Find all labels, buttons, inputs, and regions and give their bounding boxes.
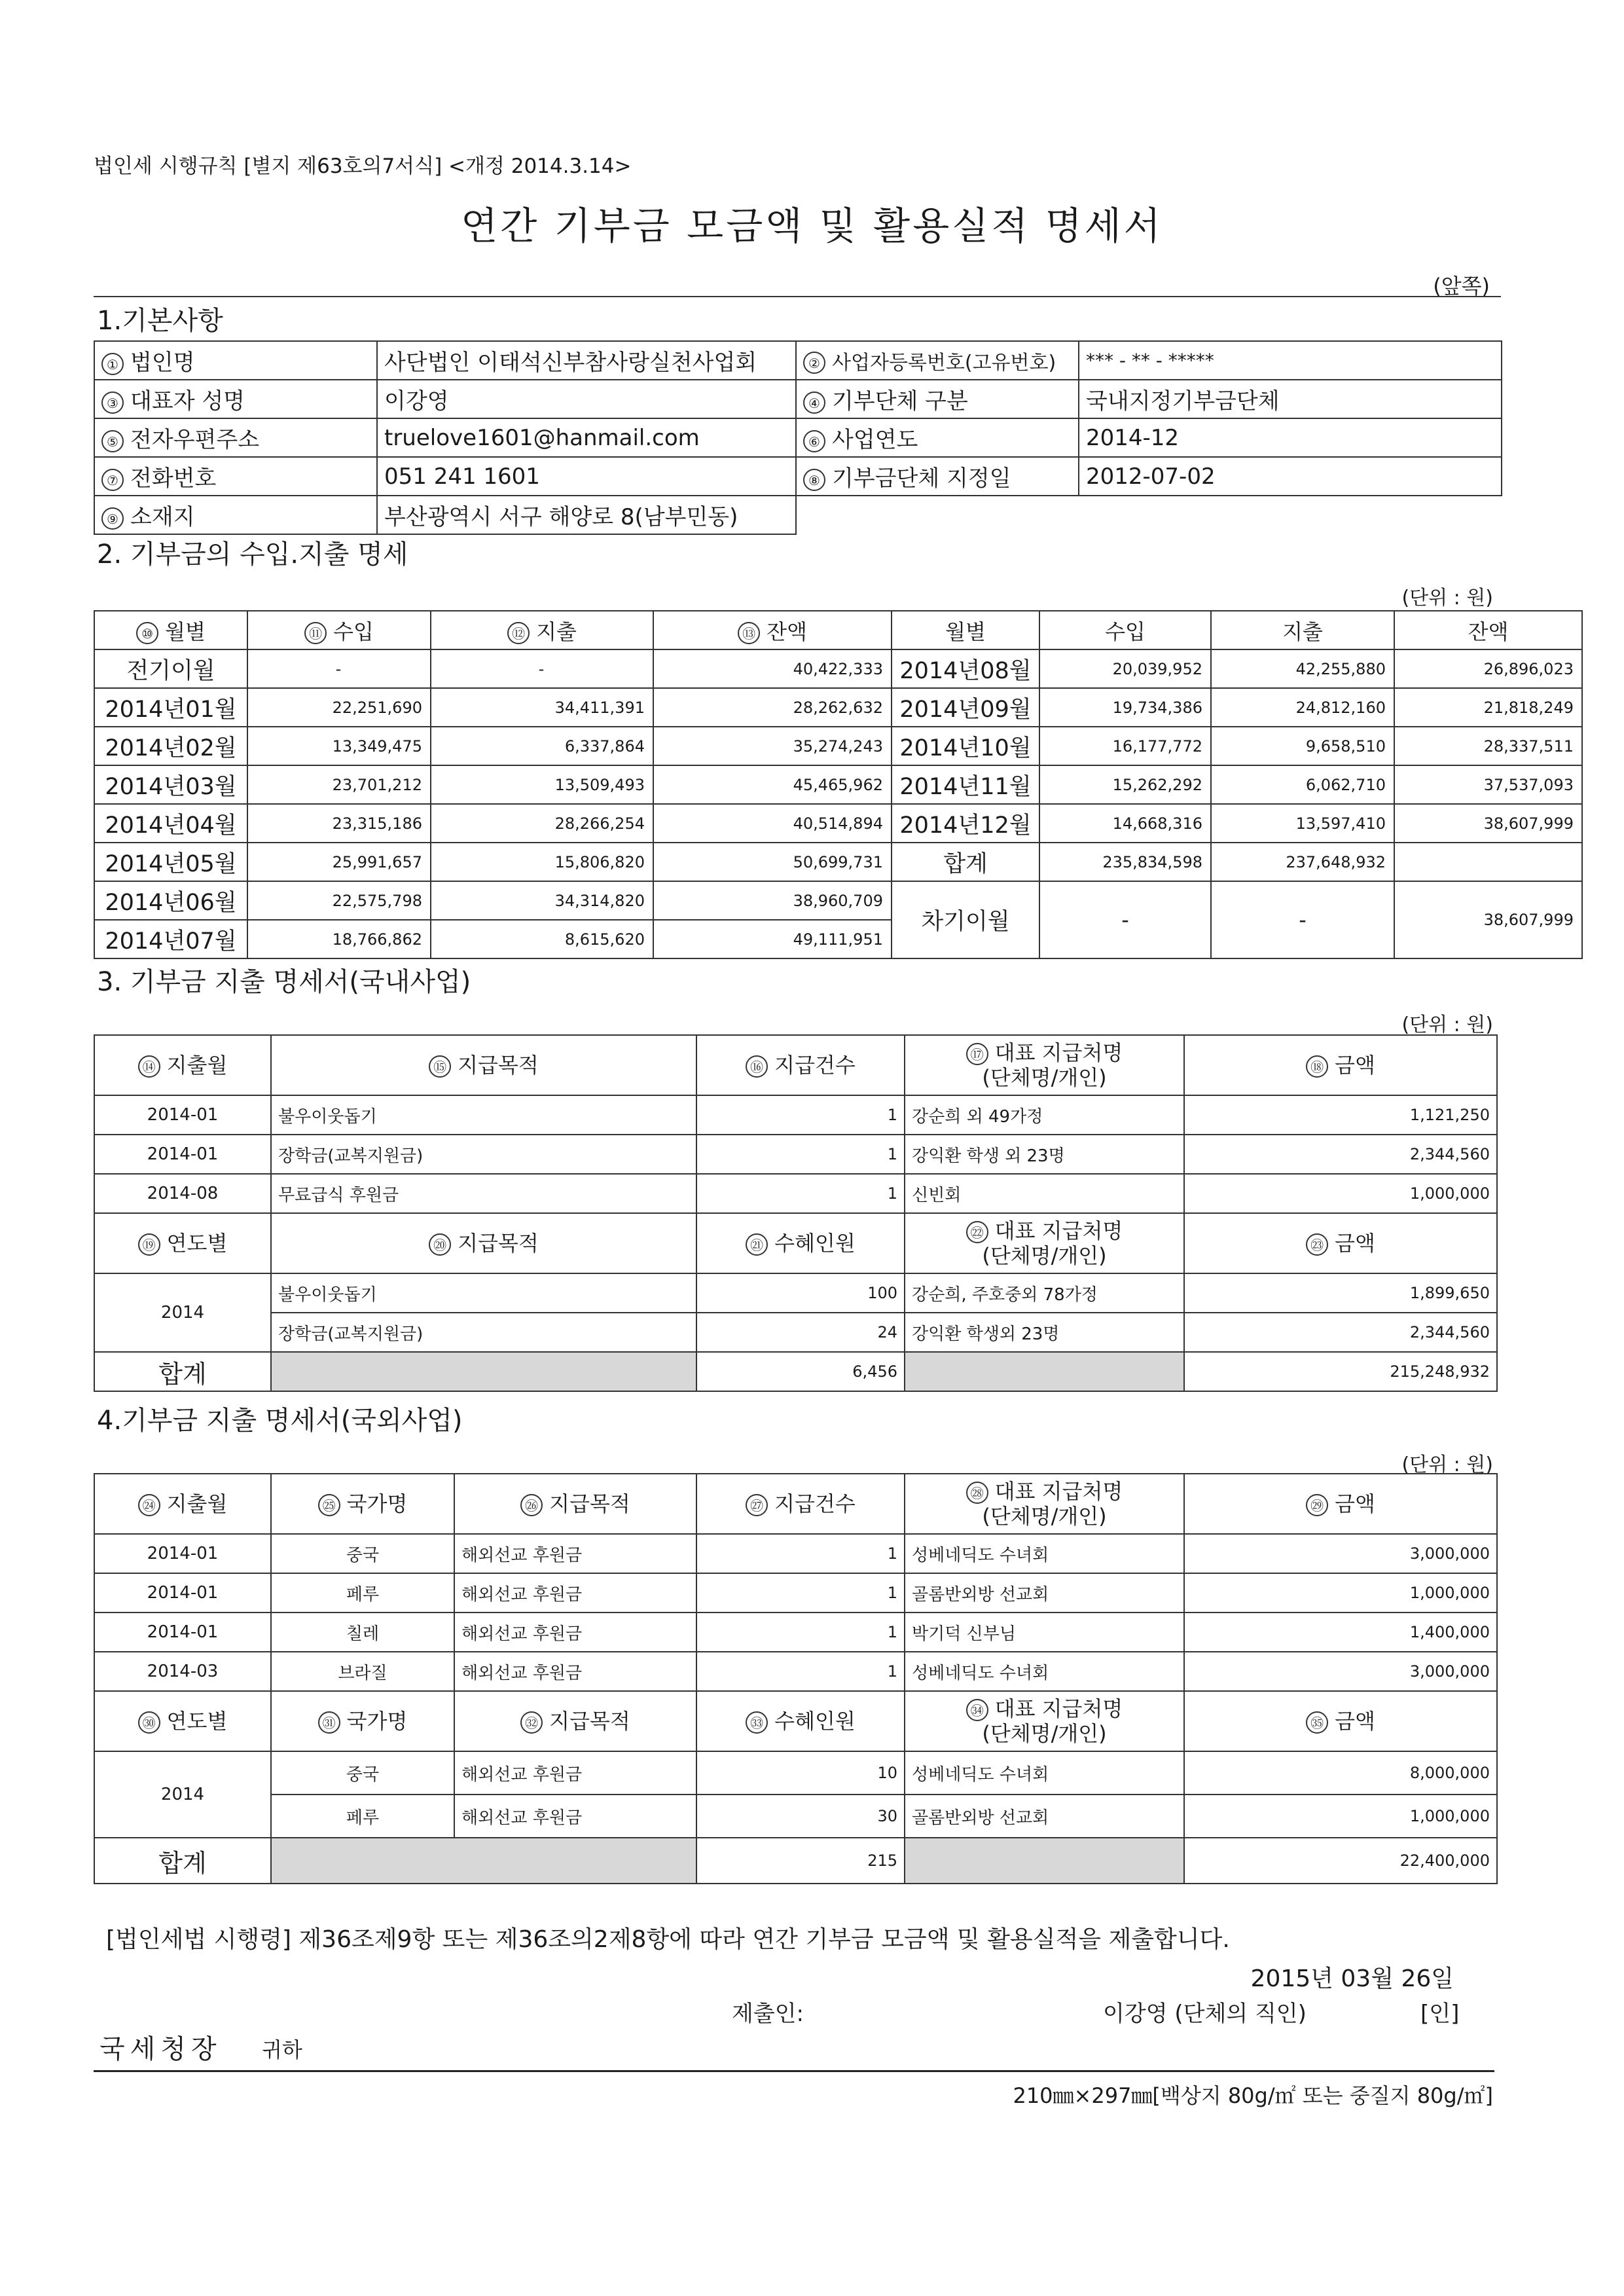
marker: ③	[101, 392, 124, 414]
header-spend-month: 지출월	[166, 1052, 228, 1078]
marker: ⑩	[136, 622, 158, 644]
section-income-title: 2. 기부금의 수입.지출 명세	[97, 539, 408, 570]
marker: ㉔	[138, 1494, 160, 1516]
marker: ㉖	[520, 1494, 543, 1516]
table-row: 2014-01 불우이웃돕기 1 강순희 외 49가정 1,121,250	[94, 1095, 1497, 1135]
table-row: 2014년03월 23,701,212 13,509,493 45,465,962 2014년11월 15,262,292 6,062,710 37,537,093	[94, 765, 1582, 804]
marker: ㉗	[746, 1494, 768, 1516]
header-count: 지급건수	[774, 1491, 856, 1516]
overseas-expense-table	[94, 1473, 1498, 1884]
header-year: 연도별	[166, 1230, 228, 1256]
header-country: 국가명	[346, 1708, 408, 1734]
group-type: 국내지정기부금단체	[1079, 380, 1502, 418]
header-purpose: 지급목적	[458, 1230, 539, 1256]
marker: ⑰	[966, 1043, 988, 1065]
table-row: 2014-01 장학금(교복지원금) 1 강익환 학생 외 23명 2,344,560	[94, 1135, 1497, 1174]
header-count: 지급건수	[774, 1052, 856, 1078]
header-expense: 지출	[536, 619, 577, 644]
header-balance-2: 잔액	[1394, 611, 1582, 649]
table-row: 2014-03 브라질 해외선교 후원금 1 성베네딕도 수녀회 3,000,000	[94, 1652, 1497, 1691]
corp-name: 사단법인 이태석신부참사랑실천사업회	[377, 341, 796, 380]
marker: ⑤	[101, 430, 124, 452]
header-purpose: 지급목적	[549, 1491, 630, 1516]
marker: ⑦	[101, 469, 124, 491]
marker: ⑨	[101, 507, 124, 530]
marker: ⑮	[429, 1055, 451, 1078]
email: truelove1601@hanmail.com	[377, 418, 796, 457]
domestic-expense-table	[94, 1034, 1498, 1392]
label-email: 전자우편주소	[130, 427, 260, 453]
label-designated: 기부금단체 지정일	[832, 465, 1011, 492]
header-balance: 잔액	[767, 619, 807, 644]
table-row: 페루 해외선교 후원금 30 골롬반외방 선교회 1,000,000	[94, 1795, 1497, 1838]
marker: ㉜	[520, 1711, 543, 1734]
table-row: 2014년05월 25,991,657 15,806,820 50,699,731 합계 235,834,598 237,648,932	[94, 843, 1582, 881]
table-row: 2014 불우이웃돕기 100 강순희, 주호중외 78가정 1,899,650	[94, 1273, 1497, 1313]
section-rule	[94, 296, 1501, 297]
table-row: 2014년01월 22,251,690 34,411,391 28,262,632 2014년09월 19,734,386 24,812,160 21,818,249	[94, 688, 1582, 727]
recipient: 국세청장	[99, 2034, 222, 2064]
header-payee-sub: (단체명/개인)	[982, 1721, 1107, 1746]
marker: ⑲	[138, 1233, 160, 1256]
marker: ㉒	[966, 1221, 988, 1243]
marker: ⑳	[429, 1233, 451, 1256]
header-purpose: 지급목적	[458, 1052, 539, 1078]
unit-label: (단위 : 원)	[1401, 587, 1493, 610]
header-amount: 금액	[1335, 1708, 1375, 1734]
header-spend-month: 지출월	[166, 1491, 228, 1516]
label-bizno: 사업자등록번호(고유번호)	[832, 351, 1056, 374]
table-row: 2014-01 페루 해외선교 후원금 1 골롬반외방 선교회 1,000,000	[94, 1573, 1497, 1613]
marker: ㉓	[1306, 1233, 1328, 1256]
submission-date: 2015년 03월 26일	[1250, 1965, 1454, 1992]
year-cell: 2014	[94, 1273, 271, 1352]
recipient-suffix: 귀하	[262, 2037, 302, 2062]
footer-rule	[94, 2070, 1494, 2072]
header-payee: 대표 지급처명	[994, 1478, 1123, 1504]
header-payee-sub: (단체명/개인)	[982, 1065, 1107, 1090]
unit-label: (단위 : 원)	[1401, 1013, 1493, 1036]
total-row: 합계 6,456 215,248,932	[94, 1352, 1497, 1391]
marker: ⑯	[746, 1055, 768, 1078]
marker: ㉘	[966, 1482, 988, 1504]
marker: ⑱	[1306, 1055, 1328, 1078]
seal-mark: [인]	[1420, 2001, 1460, 2027]
header-amount: 금액	[1335, 1052, 1375, 1078]
marker: ⑧	[803, 469, 825, 491]
form-title: 연간 기부금 모금액 및 활용실적 명세서	[461, 204, 1163, 248]
carry-over-label: 차기이월	[892, 881, 1039, 958]
header-month-2: 월별	[892, 611, 1039, 649]
header-purpose: 지급목적	[549, 1708, 630, 1734]
year-cell: 2014	[94, 1751, 271, 1838]
marker: ⑪	[304, 622, 327, 644]
submitter-label: 제출인:	[732, 2001, 804, 2027]
marker: ㉚	[138, 1711, 160, 1734]
section-domestic-title: 3. 기부금 지출 명세서(국내사업)	[97, 967, 471, 997]
header-country: 국가명	[346, 1491, 408, 1516]
header-year: 연도별	[166, 1708, 228, 1734]
label-address: 소재지	[130, 504, 195, 530]
marker: ㉝	[746, 1711, 768, 1734]
income-expense-table	[94, 610, 1583, 959]
unit-label: (단위 : 원)	[1401, 1453, 1493, 1476]
total-row: 합계 215 22,400,000	[94, 1838, 1497, 1884]
header-payee-sub: (단체명/개인)	[982, 1504, 1107, 1529]
header-income: 수입	[333, 619, 374, 644]
header-income-2: 수입	[1039, 611, 1211, 649]
header-beneficiaries: 수혜인원	[774, 1708, 856, 1734]
table-row: 전기이월 - - 40,422,333 2014년08월 20,039,952 42,255,880 26,896,023	[94, 649, 1582, 688]
submitter-name: 이강영 (단체의 직인)	[1103, 2001, 1307, 2027]
marker: ④	[803, 392, 825, 414]
marker: ㉙	[1306, 1494, 1328, 1516]
section-basic-title: 1.기본사항	[97, 306, 223, 336]
table-row: 2014 중국 해외선교 후원금 10 성베네딕도 수녀회 8,000,000	[94, 1751, 1497, 1795]
marker: ㉛	[318, 1711, 340, 1734]
basic-info-table	[94, 340, 1502, 535]
label-biz-year: 사업연도	[832, 427, 918, 453]
table-row: 2014년07월 18,766,862 8,615,620 49,111,951	[94, 920, 1582, 958]
header-beneficiaries: 수혜인원	[774, 1230, 856, 1256]
table-row: 2014년02월 13,349,475 6,337,864 35,274,243 2014년10월 16,177,772 9,658,510 28,337,511	[94, 727, 1582, 765]
phone: 051 241 1601	[377, 457, 796, 496]
header-amount: 금액	[1335, 1230, 1375, 1256]
header-expense-2: 지출	[1211, 611, 1394, 649]
label-corp-name: 법인명	[130, 350, 195, 376]
header-payee: 대표 지급처명	[994, 1696, 1123, 1721]
marker: ㉟	[1306, 1711, 1328, 1734]
table-row: 장학금(교복지원금) 24 강익환 학생외 23명 2,344,560	[94, 1313, 1497, 1352]
carry-over-balance: 38,607,999	[1394, 881, 1582, 958]
marker: ㉕	[318, 1494, 340, 1516]
marker: ⑬	[738, 622, 760, 644]
designated-date: 2012-07-02	[1079, 457, 1502, 496]
table-row: 2014-01 중국 해외선교 후원금 1 성베네딕도 수녀회 3,000,000	[94, 1534, 1497, 1573]
section-overseas-title: 4.기부금 지출 명세서(국외사업)	[97, 1406, 463, 1436]
label-rep: 대표자 성명	[130, 388, 245, 414]
table-row: 2014-08 무료급식 후원금 1 신빈회 1,000,000	[94, 1174, 1497, 1213]
marker: ①	[101, 353, 124, 375]
header-payee: 대표 지급처명	[994, 1040, 1123, 1065]
label-group-type: 기부단체 구분	[832, 388, 968, 414]
marker: ㉑	[746, 1233, 768, 1256]
rep-name: 이강영	[377, 380, 796, 418]
table-row: 2014-01 칠레 해외선교 후원금 1 박기덕 신부님 1,400,000	[94, 1613, 1497, 1652]
marker: ②	[803, 352, 825, 374]
submission-statement: [법인세법 시행령] 제36조제9항 또는 제36조의2제8항에 따라 연간 기부금 모금액 및 활용실적을 제출합니다.	[106, 1926, 1230, 1953]
header-payee-sub: (단체명/개인)	[982, 1243, 1107, 1268]
paper-spec: 210㎜×297㎜[백상지 80g/㎡ 또는 중질지 80g/㎡]	[1013, 2083, 1493, 2108]
marker: ⑫	[507, 622, 530, 644]
biz-year: 2014-12	[1079, 418, 1502, 457]
marker: ⑭	[138, 1055, 160, 1078]
address: 부산광역시 서구 해양로 8(남부민동)	[377, 496, 796, 534]
marker: ㉞	[966, 1699, 988, 1721]
marker: ⑥	[803, 430, 825, 452]
header-month: 월별	[165, 619, 206, 644]
header-amount: 금액	[1335, 1491, 1375, 1516]
bizno: *** - ** - *****	[1079, 341, 1502, 380]
header-payee: 대표 지급처명	[994, 1218, 1123, 1243]
label-phone: 전화번호	[130, 465, 217, 492]
table-row: 2014년04월 23,315,186 28,266,254 40,514,894 2014년12월 14,668,316 13,597,410 38,607,999	[94, 804, 1582, 843]
legal-basis: 법인세 시행규칙 [별지 제63호의7서식] <개정 2014.3.14>	[94, 155, 632, 178]
table-row: 2014년06월 22,575,798 34,314,820 38,960,709 차기이월 - - 38,607,999	[94, 881, 1582, 920]
page-side: (앞쪽)	[1433, 274, 1490, 299]
